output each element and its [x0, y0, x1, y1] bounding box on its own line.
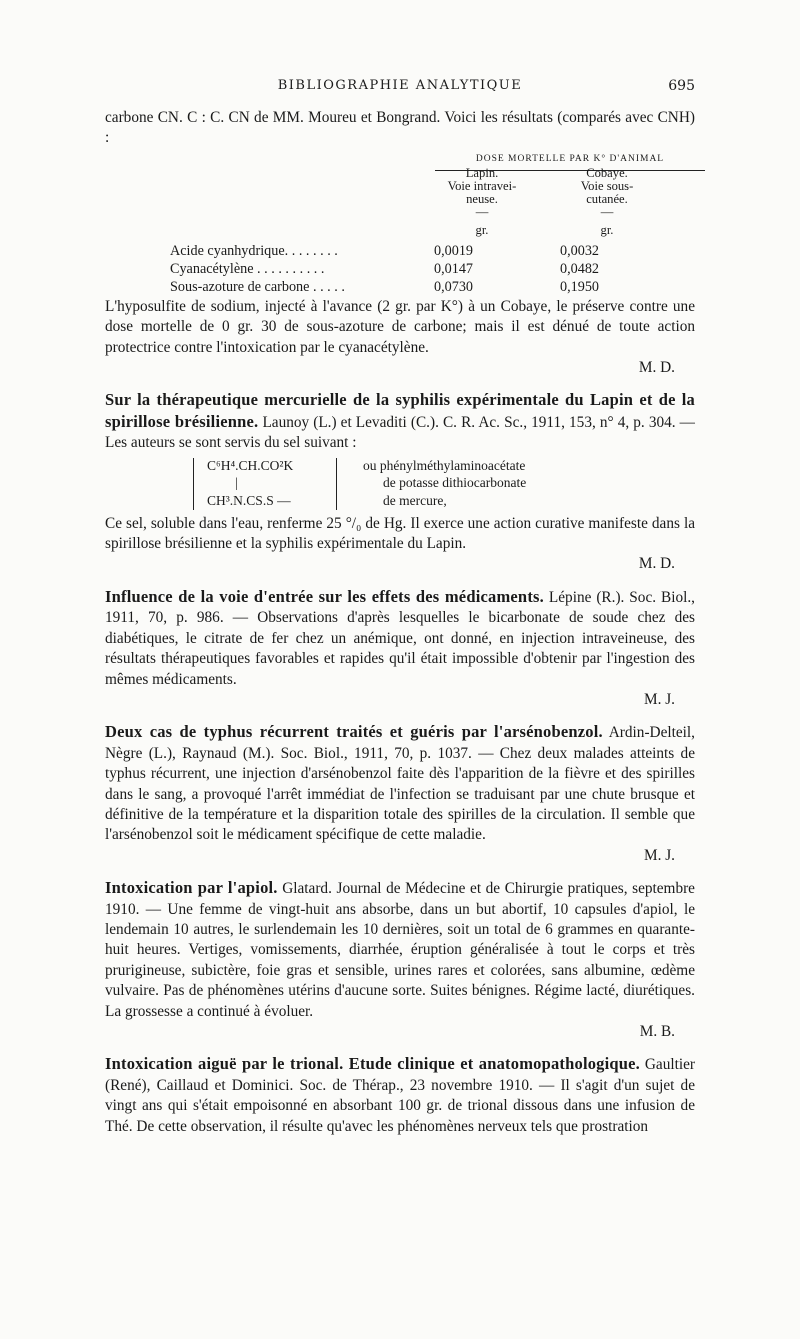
- signature: M. J.: [643, 846, 675, 864]
- chemical-formula: [105, 456, 695, 514]
- formula-line: C⁶H⁴.CH.CO²K: [207, 457, 294, 473]
- col-header-rabbit: Lapin. Voie intravei- neuse. — gr.: [447, 165, 517, 237]
- table-header: DOSE MORTELLE PAR K° D'ANIMAL: [435, 149, 705, 171]
- page-body: [105, 108, 695, 1137]
- article-syphilis: [105, 390, 695, 453]
- antidote-paragraph: L'hyposulfite de sodium, injecté à l'avance (2 gr. par K°) à un Cobaye, le préserve contre une dose mortelle de 0 gr. 30 de sous-azoture de carbone; mais il est dénué de toute action protectrice contre l'intoxication par le cyanacétylène.: [105, 297, 695, 356]
- article-trional: [105, 1054, 695, 1137]
- formula-desc: de mercure,: [383, 492, 447, 508]
- running-header: [105, 78, 695, 98]
- formula-line: CH³.N.CS.S —: [207, 492, 291, 508]
- article-typhus: [105, 722, 695, 845]
- intro-paragraph: carbone CN. C : C. CN de MM. Moureu et Bongrand. Voici les résultats (comparés avec CNH) :: [105, 109, 695, 147]
- table-row: Acide cyanhydrique. . . . . . . . 0,0019 0,0032: [170, 242, 600, 259]
- col-header-guinea-pig: Cobaye. Voie sous- cutanée. — gr.: [580, 165, 634, 237]
- article-body: Ce sel, soluble dans l'eau, renferme 25 °/₀ de Hg. Il exerce une action curative manifeste dans la spirillose brésilienne et la syphilis expérimentale du Lapin.: [105, 514, 695, 553]
- signature: M. D.: [638, 359, 675, 377]
- article-body: Glatard. Journal de Médecine et de Chirurgie pratiques, septembre 1910. — Une femme de vingt-huit ans absorbe, dans un but abortif, 10 capsules d'apiol, le lendemain 10 autres, le surlendemain les 10 dernières, soit un total de 6 grammes en quarante-huit heures. Vertiges, vomissements, diarrhée, éruption généralisée à tout le corps et très prurigineuse, subictère, foie gras et sensible, urines rares et colorées, sans albumine, œdème vulvaire. Pas de phénomènes utérins d'aucune sorte. Suites bénignes. Régime lacté, diurétiques. La grossesse a continué à évoluer.: [105, 880, 695, 1020]
- article-body: Lépine (R.). Soc. Biol., 1911, 70, p. 986. — Observations d'après lesquelles le bicarbonate de soude chez des diabétiques, le citrate de fer chez un anémique, ont donné, en injection intraveineuse, des résultats thérapeutiques favorables et rapides qu'il était impossible d'obtenir par l'ingestion des mêmes médicaments.: [105, 588, 696, 688]
- page-number: 695: [668, 78, 695, 94]
- table-row: Cyanacétylène . . . . . . . . . . 0,0147 0,0482: [170, 260, 600, 277]
- article-influence: [105, 587, 695, 690]
- article-title: Intoxication aiguë par le trional. Etude clinique et anatomopathologique.: [105, 1054, 641, 1074]
- article-body: Gaultier (René), Caillaud et Dominici. Soc. de Thérap., 23 novembre 1910. — Il s'agit d'un sujet de vingt ans qui s'était empoisonné en absorbant 100 gr. de trional dissous dans une infusion de Thé. De cette observation, il résulte qu'avec les phénomènes nerveux tels que prostration: [105, 1056, 695, 1135]
- table-row: Sous-azoture de carbone . . . . . 0,0730 0,1950: [170, 278, 600, 295]
- signature: M. J.: [643, 690, 675, 708]
- formula-desc: de potasse dithiocarbonate: [383, 474, 527, 490]
- signature: M. D.: [638, 555, 675, 573]
- formula-line: |: [235, 474, 238, 490]
- article-title: Influence de la voie d'entrée sur les effets des médicaments.: [105, 586, 544, 606]
- toxicity-table: [105, 149, 695, 297]
- article-body: Ardin-Delteil, Nègre (L.), Raynaud (M.). Soc. Biol., 1911, 70, p. 1037. — Chez deux malades atteints de typhus récurrent, une injection d'arsénobenzol faite dès l'apparition de la fièvre et des spirilles dans le sang, a provoqué l'arrêt immédiat de l'infection se traduisant par une chute brusque et définitive de la température et la disparition totale des spirilles de la circulation. Il semble que l'arsénobenzol soit le médicament spécifique de cette maladie.: [105, 724, 695, 844]
- article-citation: Launoy (L.) et Levaditi (C.). C. R. Ac. Sc., 1911, 153, n° 4, p. 304. — Les auteurs se sont servis du sel suivant :: [105, 413, 695, 452]
- formula-desc: ou phénylméthylaminoacétate: [363, 457, 526, 473]
- article-title: Intoxication par l'apiol.: [105, 878, 278, 898]
- article-title: Deux cas de typhus récurrent traités et guéris par l'arsénobenzol.: [105, 722, 603, 742]
- running-title: BIBLIOGRAPHIE ANALYTIQUE: [277, 78, 523, 93]
- signature: M. B.: [639, 1023, 675, 1040]
- article-apiol: [105, 878, 695, 1022]
- article-title: Sur la thérapeutique mercurielle de la syphilis expérimentale du Lapin et de la spirillose brésilienne.: [105, 390, 695, 431]
